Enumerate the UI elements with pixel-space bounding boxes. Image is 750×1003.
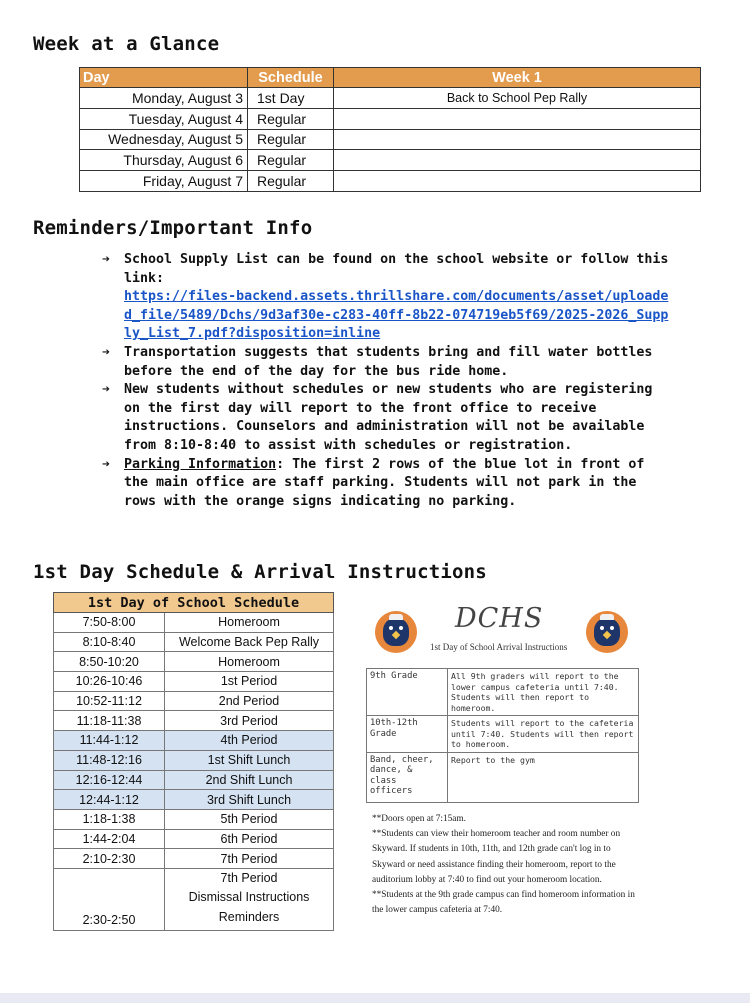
reminder-text: School Supply List can be found on the school website or follow this link: — [124, 252, 669, 286]
arrival-note: **Students can view their homeroom teacher and room number on Skyward. If students in 10th, 11th, and 12th grade can't log in to Skyward or need assistance finding their homeroom, report to the auditorium lobby at 7:40 to find out your homeroom location. — [372, 829, 621, 885]
schedule-activity: Welcome Back Pep Rally — [165, 632, 334, 652]
supply-list-link[interactable]: https://files-backend.assets.thrillshare.com/documents/asset/uploaded_file/5489/Dchs/9d3af30e-c283-40ff-8b22-074719eb5f69/2025-2026_Supply_List_7.pdf?disposition=inline — [124, 289, 669, 342]
schedule-time: 2:30-2:50 — [54, 868, 165, 931]
week-at-a-glance-heading: Week at a Glance — [33, 33, 220, 55]
week-schedule-cell: Regular — [248, 150, 334, 171]
mascot-logo-right-icon — [586, 611, 628, 653]
schedule-activity: 3rd Shift Lunch — [165, 790, 334, 810]
week-row — [80, 88, 701, 109]
first-day-heading: 1st Day Schedule & Arrival Instructions — [33, 561, 487, 583]
week-schedule-cell: Regular — [248, 129, 334, 150]
schedule-activity: 1st Shift Lunch — [165, 750, 334, 770]
arrival-notes — [372, 812, 644, 918]
week-header-week: Week 1 — [334, 68, 701, 88]
bottom-band — [0, 993, 750, 1003]
reminder-item-transportation — [102, 344, 672, 381]
arrow-bullet-icon: ➔ — [102, 344, 111, 360]
schedule-time: 11:44-1:12 — [54, 731, 165, 751]
schedule-row-highlighted — [54, 731, 334, 751]
reminder-item-parking — [102, 456, 672, 512]
schedule-row — [54, 632, 334, 652]
schedule-time: 12:44-1:12 — [54, 790, 165, 810]
mascot-logo-left-icon — [375, 611, 417, 653]
schedule-row — [54, 849, 334, 869]
arrival-group: 9th Grade — [367, 669, 448, 716]
schedule-activity: Homeroom — [165, 613, 334, 633]
arrival-instruction: Report to the gym — [448, 752, 639, 802]
schedule-row — [54, 691, 334, 711]
schedule-row-highlighted — [54, 790, 334, 810]
schedule-row — [54, 809, 334, 829]
schedule-activity: 4th Period — [165, 731, 334, 751]
schedule-time: 2:10-2:30 — [54, 849, 165, 869]
schedule-activity: 2nd Shift Lunch — [165, 770, 334, 790]
schedule-time: 11:18-11:38 — [54, 711, 165, 731]
schedule-time: 12:16-12:44 — [54, 770, 165, 790]
schedule-activity: Homeroom — [165, 652, 334, 672]
schedule-row — [54, 829, 334, 849]
week-day-cell: Wednesday, August 5 — [80, 129, 248, 150]
schedule-row-highlighted — [54, 750, 334, 770]
arrival-note: **Doors open at 7:15am. — [372, 814, 466, 824]
week-event-cell — [334, 171, 701, 192]
reminder-item-new-students — [102, 381, 672, 455]
schedule-activity: 1st Period — [165, 672, 334, 692]
arrival-group: 10th-12th Grade — [367, 716, 448, 753]
reminders-list — [102, 251, 672, 511]
arrow-bullet-icon: ➔ — [102, 252, 111, 267]
arrow-bullet-icon: ➔ — [102, 382, 111, 398]
week-day-cell: Monday, August 3 — [80, 88, 248, 109]
schedule-time: 1:44-2:04 — [54, 829, 165, 849]
week-row — [80, 150, 701, 171]
schedule-activity — [165, 868, 334, 931]
arrival-row — [367, 716, 639, 753]
schedule-time: 10:26-10:46 — [54, 672, 165, 692]
week-schedule-cell: 1st Day — [248, 88, 334, 109]
arrival-row — [367, 669, 639, 716]
arrival-instruction: All 9th graders will report to the lower campus cafeteria until 7:40. Students will then report to homeroom. — [448, 669, 639, 716]
reminder-text: New students without schedules or new students who are registering on the first day will report to the front office to receive instructions. Counselors and administration will not be available from 8:10-8:40 to assist with schedules or registration. — [124, 382, 653, 453]
schedule-activity: 7th Period — [165, 849, 334, 869]
arrival-group: Band, cheer, dance, & class officers — [367, 752, 448, 802]
dchs-title: DCHS — [455, 603, 544, 634]
schedule-activity-line: Reminders — [218, 909, 280, 924]
week-row — [80, 108, 701, 129]
week-row — [80, 171, 701, 192]
week-header-schedule: Schedule — [248, 68, 334, 88]
week-table-header — [80, 68, 701, 88]
schedule-activity: 3rd Period — [165, 711, 334, 731]
schedule-time: 11:48-12:16 — [54, 750, 165, 770]
schedule-row-final — [54, 868, 334, 931]
schedule-row-highlighted — [54, 770, 334, 790]
schedule-time: 1:18-1:38 — [54, 809, 165, 829]
arrival-instructions-table — [366, 668, 639, 803]
schedule-table-title: 1st Day of School Schedule — [54, 593, 334, 613]
reminders-heading: Reminders/Important Info — [33, 217, 313, 239]
arrival-note: **Students at the 9th grade campus can find homeroom information in the lower campus cafeteria at 7:40. — [372, 890, 635, 916]
first-day-schedule-table — [53, 592, 334, 931]
week-day-cell: Tuesday, August 4 — [80, 108, 248, 129]
schedule-activity: 6th Period — [165, 829, 334, 849]
week-day-cell: Thursday, August 6 — [80, 150, 248, 171]
week-header-day: Day — [80, 68, 248, 88]
schedule-activity-line: Dismissal Instructions — [188, 890, 310, 905]
schedule-time: 10:52-11:12 — [54, 691, 165, 711]
schedule-activity: 2nd Period — [165, 691, 334, 711]
reminder-text: Transportation suggests that students bring and fill water bottles before the end of the day for the bus ride home. — [124, 344, 653, 379]
reminder-item-supply-list — [102, 251, 672, 344]
week-day-cell: Friday, August 7 — [80, 171, 248, 192]
week-event-cell — [334, 129, 701, 150]
schedule-row — [54, 711, 334, 731]
schedule-time: 8:50-10:20 — [54, 652, 165, 672]
schedule-time: 8:10-8:40 — [54, 632, 165, 652]
schedule-row — [54, 672, 334, 692]
week-schedule-cell: Regular — [248, 108, 334, 129]
schedule-row — [54, 652, 334, 672]
schedule-time: 7:50-8:00 — [54, 613, 165, 633]
week-event-cell: Back to School Pep Rally — [334, 88, 701, 109]
arrival-row — [367, 752, 639, 802]
week-event-cell — [334, 150, 701, 171]
arrival-subtitle: 1st Day of School Arrival Instructions — [430, 642, 568, 652]
week-table — [79, 67, 701, 192]
schedule-row — [54, 613, 334, 633]
schedule-activity-line: 7th Period — [220, 870, 278, 885]
arrow-bullet-icon: ➔ — [102, 456, 111, 472]
week-event-cell — [334, 108, 701, 129]
parking-information-label: Parking Information — [124, 456, 277, 472]
week-schedule-cell: Regular — [248, 171, 334, 192]
reminder-text: : The first 2 rows of the blue lot in front of the main office are staff parking. Students will not park in the rows with the orange signs indicating no parking. — [124, 456, 645, 509]
schedule-activity: 5th Period — [165, 809, 334, 829]
week-row — [80, 129, 701, 150]
arrival-instruction: Students will report to the cafeteria until 7:40. Students will then report to homeroom. — [448, 716, 639, 753]
